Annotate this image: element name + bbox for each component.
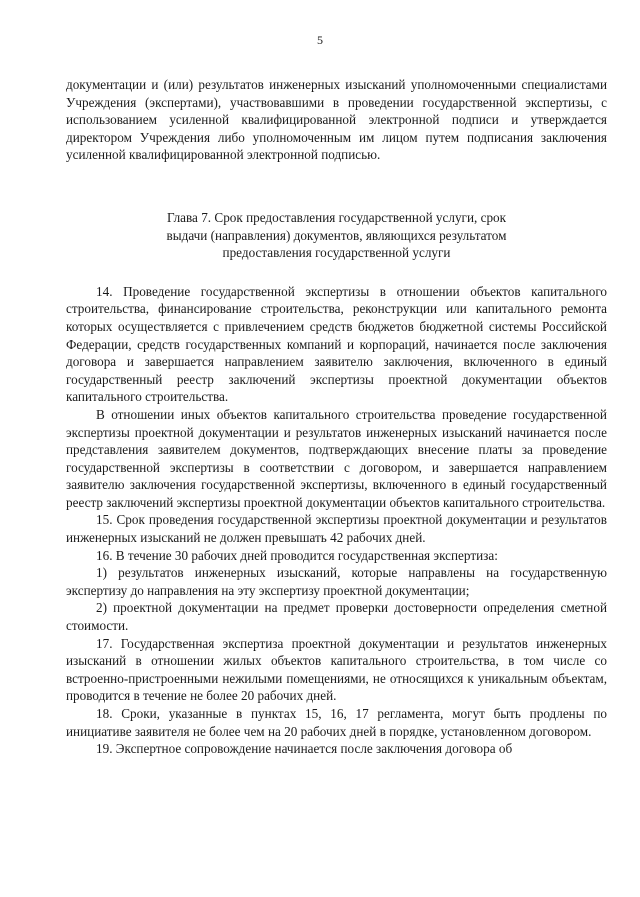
intro-paragraph: документации и (или) результатов инженерных изысканий уполномоченными специалистами Учреждения (экспертами), участвовавшими в проведении государственной экспертизы, с использованием усиленной квалифицированной электронной подписи и утверждается директором Учреждения либо уполномоченным им лицом путем подписания заключения усиленной квалифицированной электронной подписью.: [66, 77, 607, 163]
paragraph-16-item-2: 2) проектной документации на предмет проверки достоверности определения сметной стоимости.: [66, 600, 607, 634]
page-number: 5: [317, 33, 323, 47]
document-body: [66, 76, 607, 758]
paragraph-18: 18. Сроки, указанные в пунктах 15, 16, 17 регламента, могут быть продлены по инициативе заявителя не более чем на 20 рабочих дней в порядке, установленном договором.: [66, 706, 607, 739]
paragraph-other-objects: В отношении иных объектов капитального строительства проведение государственной экспертизы проектной документации и результатов инженерных изысканий начинается после представления заявителем документов, подтверждающих внесение платы за проведение государственной экспертизы в соответствии с договором, и завершается направлением заявителю заключения государственной экспертизы, включенного в единый государственный реестр заключений экспертизы проектной документации объектов капитального строительства.: [66, 406, 607, 510]
chapter-heading-line: предоставления государственной услуги: [222, 245, 451, 261]
paragraph-14: 14. Проведение государственной экспертизы в отношении объектов капитального строительства, финансирование строительства, реконструкции или капитального ремонта которых осуществляется с привлечением средств бюджетов бюджетной системы Российской Федерации, средств государственных компаний и корпораций, начинается после заключения договора и завершается направлением заявителю заключения, включенного в единый государственный реестр заключений экспертизы проектной документации объектов капитального строительства.: [66, 283, 607, 405]
chapter-heading-line: Глава 7. Срок предоставления государственной услуги, срок: [166, 209, 507, 225]
paragraph-19: 19. Экспертное сопровождение начинается после заключения договора об: [96, 741, 513, 757]
chapter-heading: [66, 209, 607, 262]
chapter-heading-line: выдачи (направления) документов, являющихся результатом: [166, 227, 507, 243]
paragraph-15: 15. Срок проведения государственной экспертизы проектной документации и результатов инженерных изысканий не должен превышать 42 рабочих дней.: [66, 512, 607, 546]
paragraph-16: 16. В течение 30 рабочих дней проводится государственная экспертиза:: [96, 547, 498, 563]
paragraph-16-item-1: 1) результатов инженерных изысканий, которые направлены на государственную экспертизу до направления на эту экспертизу проектной документации;: [66, 565, 607, 598]
paragraph-17: 17. Государственная экспертиза проектной документации и результатов инженерных изысканий в отношении жилых объектов капитального строительства, в том числе со встроенно-пристроенными нежилыми помещениями, не относящихся к уникальным объектам, проводится в течение не более 20 рабочих дней.: [66, 635, 607, 704]
